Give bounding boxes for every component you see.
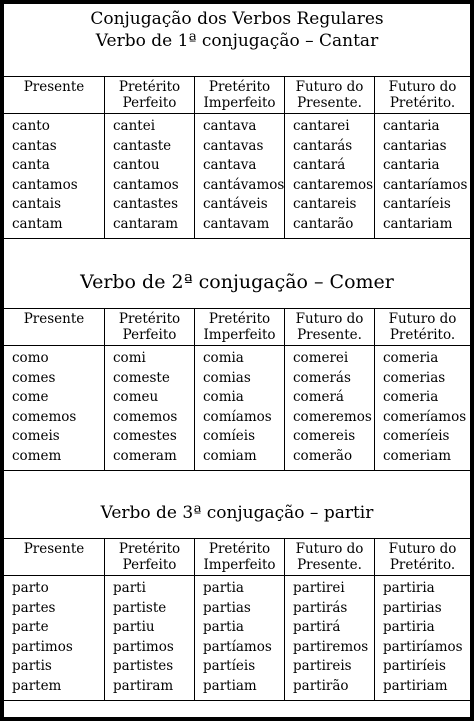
verb-form: partiam (203, 677, 257, 694)
verb-form: cantava (203, 118, 257, 134)
verb-form: cantarão (293, 215, 354, 232)
verb-form: partíeis (203, 658, 256, 674)
table-body-row (4, 576, 470, 700)
section-title-1 (4, 8, 470, 52)
column-header: Futuro do Pretérito. (374, 309, 470, 345)
column-header: Pretérito Perfeito (104, 77, 194, 113)
section-title-3 (4, 502, 470, 524)
table-header-row (4, 539, 470, 576)
section-heading-cantar: Verbo de 1ª conjugação – Cantar (95, 31, 379, 51)
verb-form: comerei (293, 350, 349, 366)
verb-form: comiam (203, 447, 257, 464)
verb-form: partis (12, 658, 52, 674)
tense-column (284, 346, 374, 470)
verb-form: partiria (383, 580, 435, 596)
verb-form: comeríamos (383, 408, 467, 425)
verb-form: canta (12, 157, 50, 173)
verb-form: partia (203, 619, 244, 635)
tense-column (4, 114, 104, 238)
conjugation-table-partir (4, 538, 470, 701)
verb-form: comeríeis (383, 428, 450, 444)
column-header: Pretérito Perfeito (104, 539, 194, 575)
verb-form: comeu (113, 389, 159, 405)
verb-form: cantariam (383, 215, 453, 232)
verb-form: cantavam (203, 215, 270, 232)
verb-form: comíeis (203, 428, 256, 444)
verb-form: partirão (293, 677, 349, 694)
tense-column (104, 114, 194, 238)
verb-form: cantas (12, 137, 57, 154)
column-header: Pretérito Imperfeito (194, 539, 284, 575)
verb-form: cantaste (113, 137, 172, 154)
verb-form: partíamos (203, 638, 272, 655)
verb-form: cantei (113, 118, 156, 134)
tense-column (194, 114, 284, 238)
column-header: Futuro do Presente. (284, 539, 374, 575)
verb-form: cantava (203, 157, 257, 173)
verb-form: comestes (113, 428, 177, 444)
verb-form: cantamos (113, 176, 179, 193)
tense-column (284, 576, 374, 700)
verb-form: comi (113, 350, 146, 366)
verb-form: cantavas (203, 137, 264, 154)
tense-column (4, 576, 104, 700)
verb-form: comes (12, 369, 56, 386)
verb-form: comem (12, 447, 62, 464)
verb-form: partias (203, 599, 251, 616)
verb-form: partirei (293, 580, 345, 596)
verb-form: comeram (113, 447, 177, 464)
verb-form: cantais (12, 196, 62, 212)
verb-form: cantou (113, 157, 160, 173)
verb-form: cantaram (113, 215, 179, 232)
table-body-row (4, 346, 470, 470)
tense-column (104, 576, 194, 700)
conjugation-table-cantar (4, 76, 470, 239)
verb-form: partiste (113, 599, 167, 616)
verb-form: comeria (383, 389, 439, 405)
verb-form: comemos (113, 408, 178, 425)
tense-column (4, 346, 104, 470)
tense-column (194, 576, 284, 700)
verb-form: comemos (12, 408, 77, 425)
table-header-row (4, 309, 470, 346)
verb-form: cantáveis (203, 196, 268, 212)
verb-form: comíamos (203, 408, 272, 425)
verb-form: parte (12, 619, 49, 635)
verb-form: cantareis (293, 196, 357, 212)
verb-form: cantaria (383, 157, 440, 173)
section-heading-comer: Verbo de 2ª conjugação – Comer (80, 271, 394, 293)
verb-form: partistes (113, 658, 174, 674)
tense-column (104, 346, 194, 470)
verb-form: comerás (293, 369, 351, 386)
section-heading-partir: Verbo de 3ª conjugação – partir (100, 503, 374, 523)
tense-column (374, 576, 470, 700)
verb-form: comeremos (293, 408, 372, 425)
verb-form: cantastes (113, 196, 179, 212)
column-header: Pretérito Perfeito (104, 309, 194, 345)
verb-form: comeste (113, 369, 170, 386)
verb-form: partia (203, 580, 244, 596)
verb-form: cantarei (293, 118, 350, 134)
column-header: Presente (23, 79, 85, 95)
verb-form: canto (12, 118, 50, 134)
verb-form: comereis (293, 428, 356, 444)
verb-form: cantávamos (203, 176, 285, 193)
column-header: Presente (23, 541, 85, 557)
verb-form: partirás (293, 599, 348, 616)
verb-form: partirias (383, 599, 442, 616)
column-header: Pretérito Imperfeito (194, 309, 284, 345)
column-header: Futuro do Presente. (284, 309, 374, 345)
verb-form: cantará (293, 157, 346, 173)
verb-form: partiriam (383, 677, 448, 694)
verb-form: partirá (293, 619, 341, 635)
conjugation-table-comer (4, 308, 470, 471)
verb-form: comias (203, 369, 251, 386)
column-header: Futuro do Pretérito. (374, 539, 470, 575)
verb-form: come (12, 389, 49, 405)
tense-column (284, 114, 374, 238)
verb-form: comeria (383, 350, 439, 366)
tense-column (194, 346, 284, 470)
verb-form: comerias (383, 369, 446, 386)
verb-form: cantarias (383, 137, 447, 154)
verb-form: cantaríamos (383, 176, 468, 193)
column-header: Futuro do Presente. (284, 77, 374, 113)
tense-column (374, 114, 470, 238)
verb-form: partiu (113, 619, 155, 635)
table-header-row (4, 77, 470, 114)
verb-form: cantaríeis (383, 196, 451, 212)
verb-form: comia (203, 350, 244, 366)
verb-form: cantam (12, 215, 63, 232)
verb-form: partem (12, 677, 62, 694)
section-title-2 (4, 270, 470, 294)
column-header: Presente (23, 311, 85, 327)
tense-column (374, 346, 470, 470)
column-header: Pretérito Imperfeito (194, 77, 284, 113)
verb-form: partimos (113, 638, 174, 655)
verb-form: comia (203, 389, 244, 405)
verb-form: comeis (12, 428, 60, 444)
verb-form: partiríamos (383, 638, 463, 655)
conjugation-sheet (4, 4, 470, 717)
document-title: Conjugação dos Verbos Regulares (90, 9, 384, 29)
verb-form: cantamos (12, 176, 78, 193)
verb-form: comeriam (383, 447, 452, 464)
verb-form: cantaremos (293, 176, 374, 193)
verb-form: partiram (113, 677, 174, 694)
verb-form: cantaria (383, 118, 440, 134)
verb-form: partes (12, 599, 56, 616)
verb-form: parto (12, 580, 49, 596)
verb-form: partiria (383, 619, 435, 635)
verb-form: partiremos (293, 638, 369, 655)
verb-form: partimos (12, 638, 73, 655)
table-body-row (4, 114, 470, 238)
verb-form: comerá (293, 389, 344, 405)
column-header: Futuro do Pretérito. (374, 77, 470, 113)
verb-form: partiríeis (383, 658, 446, 674)
verb-form: cantarás (293, 137, 353, 154)
verb-form: comerão (293, 447, 353, 464)
verb-form: como (12, 350, 49, 366)
verb-form: partireis (293, 658, 352, 674)
verb-form: parti (113, 580, 146, 596)
